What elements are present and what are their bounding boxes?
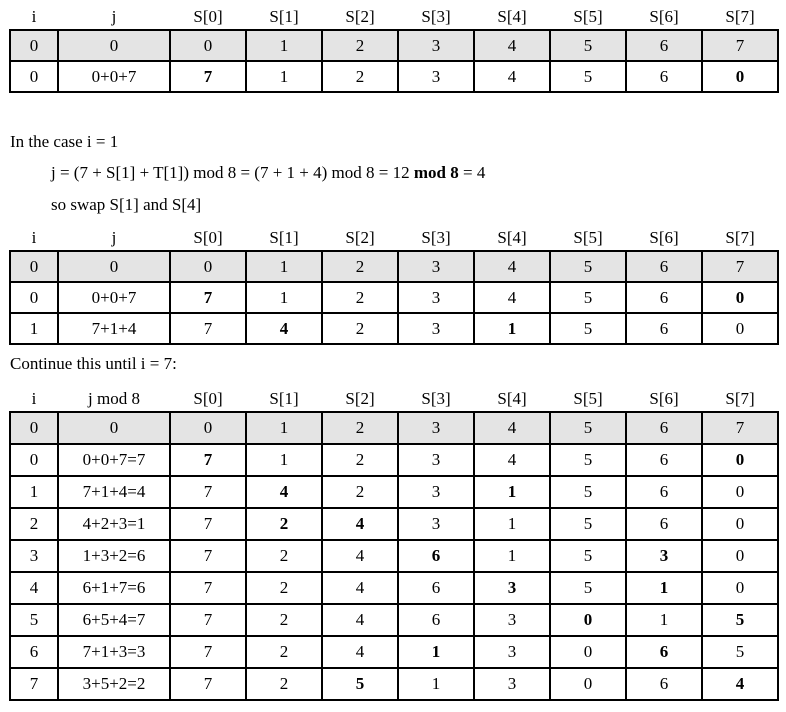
- table-cell: 0: [550, 668, 626, 700]
- table-cell: 7+1+3=3: [58, 636, 170, 668]
- table-cell: 5: [702, 636, 778, 668]
- table-cell: 1: [626, 604, 702, 636]
- table-row: [10, 282, 778, 313]
- column-header: i: [31, 7, 37, 26]
- table-cell: 0: [550, 604, 626, 636]
- column-header: S[6]: [649, 7, 679, 26]
- column-header: S[5]: [573, 389, 603, 408]
- column-header: S[1]: [269, 228, 299, 247]
- table-cell: 0: [10, 282, 58, 313]
- table-cell: 6: [10, 636, 58, 668]
- table-cell: 3: [626, 540, 702, 572]
- table-cell: 3: [398, 61, 474, 92]
- table-cell: 7+1+4: [58, 313, 170, 344]
- table-cell: 3: [398, 444, 474, 476]
- table-cell: 5: [322, 668, 398, 700]
- table-cell: 3+5+2=2: [58, 668, 170, 700]
- table-cell: 0+0+7: [58, 282, 170, 313]
- table-cell: 6+1+7=6: [58, 572, 170, 604]
- column-header: S[4]: [497, 228, 527, 247]
- table-cell: 4: [474, 412, 550, 444]
- table-cell: 1: [246, 282, 322, 313]
- equation-part-1: j = (7 + S[1] + T[1]) mod 8 = (7 + 1 + 4) mod 8 = 12: [51, 163, 414, 182]
- column-header: j: [111, 228, 117, 247]
- table-cell: 6: [626, 30, 702, 61]
- column-header: S[6]: [649, 228, 679, 247]
- table-cell: 6: [626, 251, 702, 282]
- table-cell: 5: [550, 251, 626, 282]
- table-cell: 4: [474, 61, 550, 92]
- column-header: S[4]: [497, 389, 527, 408]
- table-cell: 7: [702, 30, 778, 61]
- table-cell: 4: [474, 444, 550, 476]
- table-cell: 1: [474, 476, 550, 508]
- table-cell: 2: [322, 444, 398, 476]
- table-header: [10, 385, 778, 412]
- initial-state-row: [10, 412, 778, 444]
- column-header: S[2]: [345, 228, 375, 247]
- table-header: [10, 4, 778, 30]
- table-cell: 4: [322, 636, 398, 668]
- table-cell: 1: [246, 61, 322, 92]
- case-equation: [51, 163, 485, 183]
- table-cell: 6: [626, 636, 702, 668]
- column-header: S[2]: [345, 389, 375, 408]
- equation-part-2: = 4: [458, 163, 486, 182]
- table-cell: 0: [10, 61, 58, 92]
- table-cell: 2: [246, 636, 322, 668]
- table-cell: 0: [10, 444, 58, 476]
- column-header: S[0]: [193, 228, 223, 247]
- table-cell: 0: [702, 444, 778, 476]
- table-cell: 0: [170, 412, 246, 444]
- table-cell: 0: [58, 251, 170, 282]
- table-cell: 3: [398, 30, 474, 61]
- table-cell: 6: [626, 412, 702, 444]
- swap-note-text: so swap S[1] and S[4]: [51, 195, 202, 214]
- table-row: [10, 604, 778, 636]
- table-cell: 3: [10, 540, 58, 572]
- table-cell: 0: [10, 412, 58, 444]
- table-row: [10, 313, 778, 344]
- table-cell: 0: [170, 251, 246, 282]
- table-cell: 7: [10, 668, 58, 700]
- table-cell: 7+1+4=4: [58, 476, 170, 508]
- column-header: S[5]: [573, 228, 603, 247]
- table-cell: 1: [398, 636, 474, 668]
- column-header: S[4]: [497, 7, 527, 26]
- column-header: S[1]: [269, 389, 299, 408]
- table-row: [10, 540, 778, 572]
- column-header: j: [111, 7, 117, 26]
- column-header: i: [31, 228, 37, 247]
- table-cell: 0: [58, 30, 170, 61]
- swap-table-i1: [9, 225, 779, 345]
- table-cell: 2: [246, 604, 322, 636]
- table-cell: 3: [398, 282, 474, 313]
- column-header: S[3]: [421, 228, 451, 247]
- table-cell: 0: [702, 572, 778, 604]
- continue-text: [10, 354, 177, 374]
- column-header: S[3]: [421, 389, 451, 408]
- table-cell: 7: [702, 412, 778, 444]
- table-cell: 4: [474, 251, 550, 282]
- table-row: [10, 668, 778, 700]
- table-cell: 1: [246, 30, 322, 61]
- case-intro-text: [10, 132, 118, 152]
- table-row: [10, 636, 778, 668]
- table-cell: 6: [626, 668, 702, 700]
- table-row: [10, 476, 778, 508]
- table-cell: 1: [626, 572, 702, 604]
- table-cell: 4+2+3=1: [58, 508, 170, 540]
- table-cell: 2: [322, 251, 398, 282]
- table-cell: 1: [10, 313, 58, 344]
- table-cell: 5: [550, 476, 626, 508]
- column-header: S[0]: [193, 7, 223, 26]
- table-cell: 5: [550, 30, 626, 61]
- table-row: [10, 508, 778, 540]
- table-cell: 3: [474, 668, 550, 700]
- table-cell: 2: [246, 572, 322, 604]
- table-cell: 7: [702, 251, 778, 282]
- table-cell: 1: [474, 540, 550, 572]
- table-cell: 0: [170, 30, 246, 61]
- table-cell: 3: [474, 636, 550, 668]
- equation-bold-mod: mod 8: [413, 163, 459, 182]
- table-cell: 2: [322, 282, 398, 313]
- table-cell: 6: [626, 476, 702, 508]
- table-cell: 5: [550, 61, 626, 92]
- table-header: [10, 225, 778, 251]
- table-cell: 4: [322, 540, 398, 572]
- table-cell: 3: [398, 251, 474, 282]
- table-cell: 5: [550, 412, 626, 444]
- table-cell: 6: [398, 604, 474, 636]
- table-cell: 4: [10, 572, 58, 604]
- table-cell: 4: [474, 282, 550, 313]
- table-cell: 4: [322, 572, 398, 604]
- table-cell: 5: [550, 572, 626, 604]
- swap-table-full: [9, 385, 779, 701]
- table-cell: 0: [550, 636, 626, 668]
- column-header: S[3]: [421, 7, 451, 26]
- table-cell: 0: [10, 30, 58, 61]
- column-header: j mod 8: [88, 389, 140, 408]
- table-cell: 1: [10, 476, 58, 508]
- table-cell: 5: [10, 604, 58, 636]
- table-cell: 7: [170, 444, 246, 476]
- table-cell: 6: [626, 61, 702, 92]
- case-intro: In the case i = 1: [10, 132, 119, 151]
- table-cell: 1: [474, 508, 550, 540]
- table-cell: 1: [246, 444, 322, 476]
- table-cell: 0: [702, 61, 778, 92]
- table-cell: 0: [10, 251, 58, 282]
- table-cell: 6: [626, 282, 702, 313]
- table-cell: 5: [550, 282, 626, 313]
- table-cell: 0: [58, 412, 170, 444]
- table-cell: 0: [702, 508, 778, 540]
- table-cell: 1: [474, 313, 550, 344]
- initial-state-row: [10, 251, 778, 282]
- table-cell: 2: [322, 412, 398, 444]
- table-row: [10, 444, 778, 476]
- swap-note: [51, 195, 201, 215]
- continue-label: Continue this until i = 7:: [10, 354, 177, 373]
- table-cell: 7: [170, 604, 246, 636]
- table-cell: 2: [322, 476, 398, 508]
- table-cell: 7: [170, 572, 246, 604]
- table-cell: 5: [702, 604, 778, 636]
- table-cell: 7: [170, 540, 246, 572]
- table-cell: 2: [322, 30, 398, 61]
- table-cell: 1: [398, 668, 474, 700]
- table-cell: 4: [702, 668, 778, 700]
- table-cell: 6: [398, 540, 474, 572]
- table-cell: 7: [170, 313, 246, 344]
- table-cell: 4: [322, 508, 398, 540]
- table-cell: 7: [170, 282, 246, 313]
- table-cell: 3: [398, 412, 474, 444]
- table-cell: 0: [702, 476, 778, 508]
- table-cell: 1: [246, 412, 322, 444]
- column-header: i: [31, 389, 37, 408]
- table-cell: 7: [170, 508, 246, 540]
- table-cell: 5: [550, 313, 626, 344]
- table-cell: 3: [474, 572, 550, 604]
- table-cell: 4: [322, 604, 398, 636]
- table-cell: 1: [246, 251, 322, 282]
- table-cell: 0+0+7=7: [58, 444, 170, 476]
- table-cell: 2: [322, 313, 398, 344]
- table-cell: 2: [246, 508, 322, 540]
- table-cell: 5: [550, 444, 626, 476]
- table-cell: 4: [246, 313, 322, 344]
- column-header: S[1]: [269, 7, 299, 26]
- column-header: S[2]: [345, 7, 375, 26]
- table-cell: 0: [702, 540, 778, 572]
- table-cell: 6+5+4=7: [58, 604, 170, 636]
- column-header: S[7]: [725, 389, 755, 408]
- column-header: S[5]: [573, 7, 603, 26]
- table-cell: 6: [626, 444, 702, 476]
- table-cell: 1+3+2=6: [58, 540, 170, 572]
- column-header: S[7]: [725, 7, 755, 26]
- table-cell: 7: [170, 636, 246, 668]
- column-header: S[0]: [193, 389, 223, 408]
- table-cell: 5: [550, 508, 626, 540]
- table-cell: 2: [246, 540, 322, 572]
- table-row: [10, 572, 778, 604]
- table-cell: 6: [626, 508, 702, 540]
- table-cell: 0+0+7: [58, 61, 170, 92]
- table-cell: 3: [398, 508, 474, 540]
- table-cell: 3: [474, 604, 550, 636]
- table-row: [10, 61, 778, 92]
- table-cell: 2: [10, 508, 58, 540]
- table-cell: 0: [702, 313, 778, 344]
- table-cell: 5: [550, 540, 626, 572]
- table-cell: 0: [702, 282, 778, 313]
- table-cell: 3: [398, 476, 474, 508]
- table-cell: 7: [170, 61, 246, 92]
- initial-state-row: [10, 30, 778, 61]
- table-cell: 2: [246, 668, 322, 700]
- table-cell: 2: [322, 61, 398, 92]
- swap-table-initial: [9, 4, 779, 93]
- table-cell: 7: [170, 476, 246, 508]
- table-cell: 4: [246, 476, 322, 508]
- table-cell: 4: [474, 30, 550, 61]
- table-cell: 6: [626, 313, 702, 344]
- column-header: S[7]: [725, 228, 755, 247]
- table-cell: 7: [170, 668, 246, 700]
- column-header: S[6]: [649, 389, 679, 408]
- table-cell: 6: [398, 572, 474, 604]
- table-cell: 3: [398, 313, 474, 344]
